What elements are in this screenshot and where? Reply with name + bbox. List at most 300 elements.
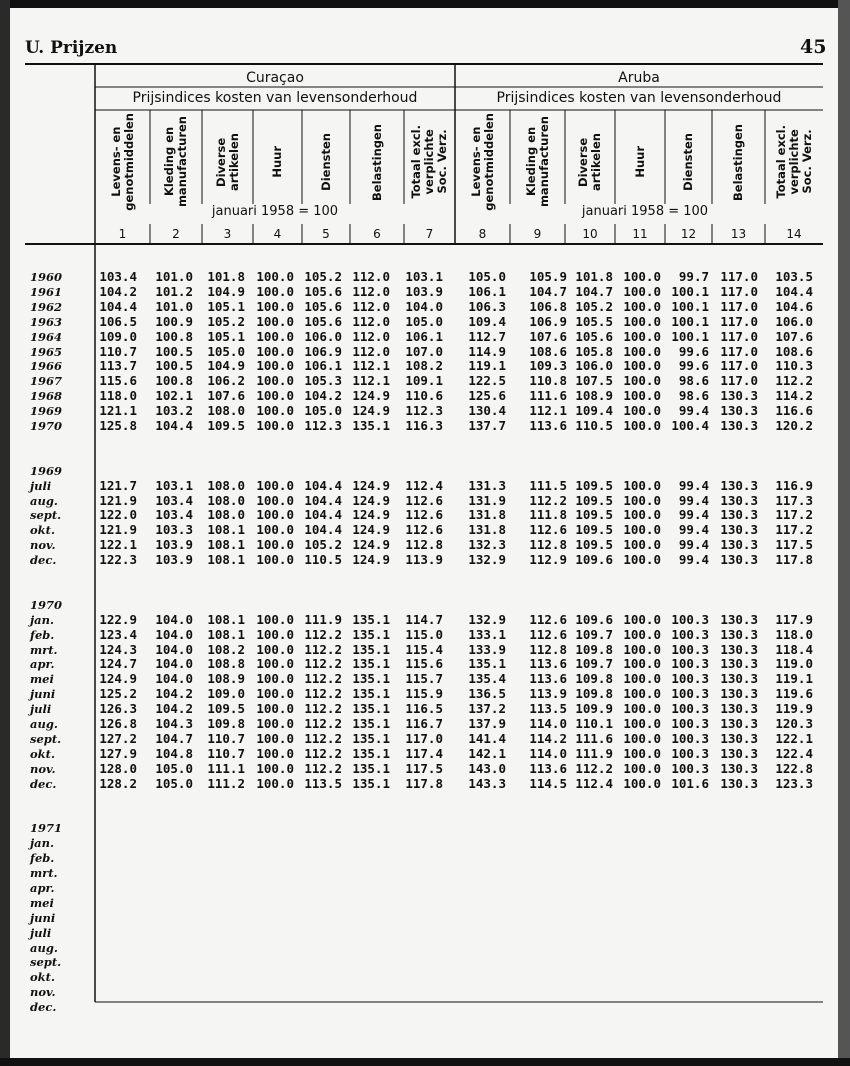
table-cell: 112.2 — [304, 641, 342, 657]
table-cell: 100.0 — [623, 775, 661, 791]
table-cell: 100.1 — [671, 313, 709, 329]
table-cell: 126.8 — [99, 716, 137, 731]
table-cell: 100.0 — [623, 716, 661, 731]
table-cell: 101.8 — [575, 269, 613, 284]
table-cell: 110.7 — [99, 343, 137, 359]
table-cell: 100.3 — [671, 716, 709, 731]
table-cell: 110.5 — [575, 418, 613, 433]
table-cell: 112.3 — [405, 403, 443, 419]
table-cell: 108.1 — [207, 611, 245, 627]
table-cell: 120.3 — [775, 716, 813, 731]
table-cell: 109.5 — [575, 492, 613, 508]
table-cell: 130.3 — [720, 730, 758, 746]
table-cell: 108.6 — [529, 343, 567, 359]
table-cell: 113.6 — [529, 418, 567, 433]
table-cell: 122.3 — [99, 552, 137, 568]
table-cell: 130.3 — [720, 701, 758, 717]
table-cell: 100.0 — [256, 269, 294, 284]
column-number: 11 — [632, 227, 648, 241]
table-cell: 124.9 — [352, 537, 390, 553]
table-cell: 100.3 — [671, 671, 709, 687]
table-cell: 104.0 — [155, 656, 193, 672]
table-cell: 107.5 — [575, 373, 613, 389]
table-cell: 119.0 — [775, 656, 813, 672]
table-cell: 112.8 — [405, 537, 443, 553]
table-cell: 104.4 — [304, 477, 342, 493]
table-cell: 104.0 — [155, 641, 193, 657]
table-cell: 100.0 — [623, 611, 661, 627]
table-cell: 105.6 — [304, 298, 342, 314]
table-cell: 109.9 — [575, 701, 613, 717]
table-cell: 105.2 — [207, 313, 245, 329]
table-cell: 112.0 — [352, 283, 390, 299]
table-cell: 132.9 — [468, 611, 506, 627]
table-cell: 112.0 — [352, 313, 390, 329]
table-cell: 108.1 — [207, 522, 245, 538]
table-cell: 135.1 — [352, 626, 390, 642]
row-label: jan. — [30, 612, 54, 627]
row-label: 1962 — [30, 299, 63, 314]
table-cell: 135.1 — [352, 775, 390, 791]
table-cell: 107.0 — [405, 343, 443, 359]
table-cell: 116.7 — [405, 716, 443, 731]
row-label: 1968 — [30, 389, 63, 404]
row-label: nov. — [30, 538, 56, 553]
table-cell: 100.0 — [623, 477, 661, 493]
page-number: 45 — [800, 36, 827, 58]
column-number: 10 — [582, 227, 598, 241]
table-cell: 100.0 — [256, 403, 294, 419]
row-label: juni — [30, 910, 56, 925]
table-cell: 103.9 — [155, 552, 193, 568]
table-cell: 109.0 — [207, 686, 245, 702]
column-number: 14 — [786, 227, 802, 241]
table-cell: 103.1 — [405, 269, 443, 284]
table-cell: 105.6 — [304, 313, 342, 329]
column-header — [712, 112, 765, 212]
table-cell: 109.8 — [575, 686, 613, 702]
table-cell: 100.4 — [671, 418, 709, 433]
table-cell: 103.1 — [155, 477, 193, 493]
table-cell: 132.9 — [468, 552, 506, 568]
table-cell: 122.9 — [99, 611, 137, 627]
table-cell: 114.2 — [775, 388, 813, 404]
table-cell: 100.0 — [623, 492, 661, 508]
table-cell: 135.1 — [352, 760, 390, 776]
table-cell: 112.0 — [352, 269, 390, 284]
table-cell: 102.1 — [155, 388, 193, 404]
table-cell: 100.5 — [155, 358, 193, 374]
table-cell: 135.4 — [468, 671, 506, 687]
table-cell: 112.1 — [529, 403, 567, 419]
column-number: 3 — [223, 227, 232, 241]
table-cell: 101.0 — [155, 269, 193, 284]
table-cell: 135.1 — [352, 701, 390, 717]
table-cell: 137.9 — [468, 716, 506, 731]
table-cell: 114.9 — [468, 343, 506, 359]
row-label: 1963 — [30, 314, 63, 329]
table-cell: 109.8 — [207, 716, 245, 731]
table-cell: 100.0 — [623, 626, 661, 642]
table-cell: 106.3 — [468, 298, 506, 314]
table-cell: 133.1 — [468, 626, 506, 642]
table-cell: 112.2 — [304, 701, 342, 717]
table-cell: 104.9 — [207, 358, 245, 374]
row-label: sept. — [30, 731, 62, 746]
table-cell: 141.4 — [468, 730, 506, 746]
table-cell: 137.7 — [468, 418, 506, 433]
row-label: okt. — [30, 970, 55, 985]
table-cell: 106.1 — [468, 283, 506, 299]
table-cell: 130.3 — [720, 537, 758, 553]
table-cell: 135.1 — [352, 641, 390, 657]
table-cell: 136.5 — [468, 686, 506, 702]
table-cell: 100.0 — [256, 641, 294, 657]
table-cell: 108.1 — [207, 537, 245, 553]
region-aruba: Aruba — [618, 70, 660, 86]
column-number: 13 — [730, 227, 747, 241]
column-number: 4 — [273, 227, 282, 241]
table-cell: 100.1 — [671, 298, 709, 314]
column-header-label: Huur — [632, 146, 647, 178]
table-cell: 109.4 — [575, 403, 613, 419]
table-cell: 111.1 — [207, 760, 245, 776]
table-cell: 100.0 — [623, 343, 661, 359]
table-cell: 117.0 — [720, 269, 758, 284]
table-cell: 104.0 — [155, 671, 193, 687]
table-cell: 123.3 — [775, 775, 813, 791]
table-cell: 100.0 — [256, 522, 294, 538]
table-cell: 108.0 — [207, 477, 245, 493]
table-cell: 100.0 — [623, 507, 661, 523]
table-cell: 100.0 — [256, 701, 294, 717]
table-cell: 122.8 — [775, 760, 813, 776]
table-cell: 112.6 — [405, 507, 443, 523]
column-header — [202, 112, 253, 212]
table-cell: 104.4 — [304, 492, 342, 508]
table-cell: 130.3 — [720, 611, 758, 627]
column-header — [565, 112, 615, 212]
table-cell: 120.2 — [775, 418, 813, 433]
table-cell: 109.5 — [575, 537, 613, 553]
table-cell: 112.9 — [529, 552, 567, 568]
column-header-label: Belastingen — [369, 123, 384, 201]
table-cell: 105.5 — [575, 313, 613, 329]
table-cell: 112.2 — [529, 492, 567, 508]
table-cell: 112.0 — [352, 298, 390, 314]
table-cell: 108.2 — [405, 358, 443, 374]
row-label: 1970 — [30, 419, 63, 433]
table-cell: 115.0 — [405, 626, 443, 642]
table-cell: 114.2 — [529, 730, 567, 746]
base-period-curacao: januari 1958 = 100 — [211, 204, 339, 219]
column-header — [615, 112, 665, 212]
table-cell: 124.9 — [352, 477, 390, 493]
table-cell: 104.2 — [155, 701, 193, 717]
table-cell: 99.4 — [678, 552, 709, 568]
table-cell: 117.0 — [720, 343, 758, 359]
table-cell: 103.4 — [155, 492, 193, 508]
table-cell: 100.5 — [155, 343, 193, 359]
table-cell: 103.2 — [155, 403, 193, 419]
table-cell: 130.3 — [720, 522, 758, 538]
table-cell: 108.0 — [207, 507, 245, 523]
column-number: 9 — [533, 227, 542, 241]
table-cell: 108.6 — [775, 343, 813, 359]
table-cell: 130.4 — [468, 403, 506, 419]
table-cell: 118.4 — [775, 641, 813, 657]
table-cell: 103.9 — [405, 283, 443, 299]
table-cell: 124.9 — [352, 522, 390, 538]
row-label: aug. — [30, 493, 58, 508]
table-cell: 100.0 — [256, 611, 294, 627]
table-cell: 111.2 — [207, 775, 245, 791]
table-cell: 104.0 — [405, 298, 443, 314]
table-cell: 116.9 — [775, 477, 813, 493]
table-cell: 100.0 — [256, 671, 294, 687]
table-cell: 109.5 — [575, 522, 613, 538]
table-cell: 99.4 — [678, 507, 709, 523]
table-cell: 112.4 — [405, 477, 443, 493]
table-cell: 108.2 — [207, 641, 245, 657]
table-cell: 108.8 — [207, 656, 245, 672]
table-cell: 111.8 — [529, 507, 567, 523]
table-cell: 126.3 — [99, 701, 137, 717]
table-cell: 106.0 — [775, 313, 813, 329]
table-cell: 106.8 — [529, 298, 567, 314]
table-cell: 104.2 — [99, 283, 137, 299]
table-cell: 100.0 — [256, 477, 294, 493]
table-cell: 104.8 — [155, 745, 193, 761]
table-cell: 112.1 — [352, 358, 390, 374]
row-label: sept. — [30, 955, 62, 970]
column-header — [665, 112, 712, 212]
table-cell: 100.0 — [623, 730, 661, 746]
table-cell: 105.0 — [155, 760, 193, 776]
column-header — [404, 112, 455, 212]
row-label: 1961 — [30, 284, 63, 299]
table-cell: 116.5 — [405, 701, 443, 717]
table-cell: 130.3 — [720, 775, 758, 791]
table-cell: 110.5 — [304, 552, 342, 568]
row-label: okt. — [30, 746, 55, 761]
table-cell: 104.7 — [529, 283, 567, 299]
table-cell: 115.6 — [405, 656, 443, 672]
table-cell: 113.5 — [304, 775, 342, 791]
table-cell: 104.4 — [155, 418, 193, 433]
column-header-label: Kleding en manufacturen — [162, 116, 189, 208]
table-cell: 124.9 — [352, 507, 390, 523]
table-cell: 104.4 — [304, 522, 342, 538]
table-cell: 100.0 — [623, 313, 661, 329]
table-cell: 117.5 — [775, 537, 813, 553]
table-cell: 100.0 — [623, 388, 661, 404]
column-number: 7 — [425, 227, 434, 241]
table-cell: 112.2 — [304, 671, 342, 687]
table-cell: 112.2 — [304, 686, 342, 702]
table-cell: 135.1 — [352, 418, 390, 433]
table-cell: 100.0 — [623, 760, 661, 776]
column-header — [510, 112, 565, 212]
table-cell: 99.4 — [678, 477, 709, 493]
table-cell: 121.9 — [99, 492, 137, 508]
table-cell: 105.2 — [304, 269, 342, 284]
table-cell: 100.0 — [623, 686, 661, 702]
table-cell: 109.8 — [575, 671, 613, 687]
row-label: 1965 — [30, 344, 63, 359]
table-cell: 104.7 — [155, 730, 193, 746]
table-cell: 106.9 — [529, 313, 567, 329]
table-cell: 100.3 — [671, 641, 709, 657]
table-cell: 111.9 — [575, 745, 613, 761]
table-cell: 99.4 — [678, 492, 709, 508]
year-group-label: 1969 — [30, 463, 63, 478]
table-cell: 130.3 — [720, 745, 758, 761]
table-cell: 112.2 — [775, 373, 813, 389]
table-cell: 100.0 — [256, 507, 294, 523]
table-cell: 105.2 — [575, 298, 613, 314]
table-cell: 109.8 — [575, 641, 613, 657]
table-cell: 117.0 — [720, 313, 758, 329]
table-cell: 105.2 — [304, 537, 342, 553]
table-cell: 100.0 — [256, 626, 294, 642]
table-cell: 100.1 — [671, 283, 709, 299]
table-cell: 115.6 — [99, 373, 137, 389]
table-cell: 110.7 — [207, 745, 245, 761]
table-cell: 125.2 — [99, 686, 137, 702]
table-cell: 112.6 — [405, 522, 443, 538]
column-header-label: Huur — [270, 146, 284, 178]
table-cell: 105.0 — [468, 269, 506, 284]
table-cell: 100.0 — [623, 328, 661, 344]
column-number: 12 — [680, 227, 697, 241]
table-cell: 112.1 — [352, 373, 390, 389]
table-cell: 104.0 — [155, 611, 193, 627]
table-cell: 106.0 — [575, 358, 613, 374]
table-cell: 109.3 — [529, 358, 567, 374]
table-cell: 130.3 — [720, 477, 758, 493]
table-cell: 99.4 — [678, 522, 709, 538]
table-cell: 137.2 — [468, 701, 506, 717]
table-cell: 109.7 — [575, 656, 613, 672]
table-cell: 114.5 — [529, 775, 567, 791]
table-cell: 110.1 — [575, 716, 613, 731]
table-cell: 117.2 — [775, 522, 813, 538]
table-cell: 112.8 — [529, 537, 567, 553]
table-cell: 105.9 — [529, 269, 567, 284]
table-cell: 99.4 — [678, 403, 709, 419]
table-cell: 100.3 — [671, 611, 709, 627]
table-cell: 100.0 — [256, 716, 294, 731]
row-label: okt. — [30, 523, 55, 538]
table-cell: 133.9 — [468, 641, 506, 657]
table-cell: 98.6 — [678, 388, 709, 404]
column-header-label: Belastingen — [731, 123, 745, 201]
table-cell: 100.0 — [256, 760, 294, 776]
table-cell: 100.0 — [256, 537, 294, 553]
table-cell: 100.0 — [623, 656, 661, 672]
table-cell: 104.3 — [155, 716, 193, 731]
table-cell: 100.0 — [256, 283, 294, 299]
table-cell: 117.4 — [405, 745, 443, 761]
table-cell: 112.2 — [304, 656, 342, 672]
row-label: 1964 — [30, 329, 63, 344]
table-cell: 131.9 — [468, 492, 506, 508]
table-cell: 127.9 — [99, 745, 137, 761]
row-label: 1966 — [30, 359, 63, 374]
column-header-label: Diverse artikelen — [213, 133, 241, 191]
table-cell: 100.0 — [256, 373, 294, 389]
table-cell: 113.6 — [529, 656, 567, 672]
table-cell: 100.0 — [623, 269, 661, 284]
table-cell: 100.8 — [155, 373, 193, 389]
table-cell: 108.0 — [207, 492, 245, 508]
table-cell: 115.7 — [405, 671, 443, 687]
column-header-label: Totaal excl. verplichte Soc. Verz. — [409, 125, 449, 199]
table-cell: 104.4 — [304, 507, 342, 523]
table-cell: 100.1 — [671, 328, 709, 344]
table-cell: 107.6 — [529, 328, 567, 344]
column-header — [350, 112, 404, 212]
row-label: nov. — [30, 985, 56, 1000]
base-period-aruba: januari 1958 = 100 — [581, 204, 709, 219]
table-cell: 105.0 — [405, 313, 443, 329]
table-cell: 106.5 — [99, 313, 137, 329]
row-label: sept. — [30, 508, 62, 523]
table-cell: 111.6 — [529, 388, 567, 404]
table-cell: 103.4 — [99, 269, 137, 284]
table-cell: 100.0 — [623, 552, 661, 568]
table-cell: 103.5 — [775, 269, 813, 284]
table-cell: 130.3 — [720, 760, 758, 776]
table-cell: 100.8 — [155, 328, 193, 344]
table-cell: 109.5 — [207, 418, 245, 433]
row-label: dec. — [30, 553, 57, 568]
table-cell: 103.9 — [155, 537, 193, 553]
table-cell: 100.0 — [623, 283, 661, 299]
table-cell: 106.1 — [405, 328, 443, 344]
table-cell: 124.3 — [99, 641, 137, 657]
table-cell: 117.8 — [405, 775, 443, 791]
column-header-label: Diensten — [318, 133, 333, 191]
table-cell: 131.3 — [468, 477, 506, 493]
table-cell: 109.6 — [575, 552, 613, 568]
table-cell: 100.0 — [256, 328, 294, 344]
table-cell: 114.0 — [529, 716, 567, 731]
row-label: feb. — [30, 627, 55, 642]
table-cell: 104.4 — [99, 298, 137, 314]
table-cell: 112.3 — [304, 418, 342, 433]
column-header-label: Totaal excl. verplichte Soc. Verz. — [773, 125, 814, 199]
table-cell: 113.9 — [529, 686, 567, 702]
column-header — [253, 112, 302, 212]
table-cell: 100.0 — [256, 298, 294, 314]
table-cell: 109.4 — [468, 313, 506, 329]
table-cell: 110.3 — [775, 358, 813, 374]
table-cell: 112.0 — [352, 343, 390, 359]
table-cell: 108.0 — [207, 403, 245, 419]
table-cell: 119.1 — [468, 358, 506, 374]
table-cell: 130.3 — [720, 507, 758, 523]
table-cell: 99.6 — [678, 343, 709, 359]
table-cell: 121.1 — [99, 403, 137, 419]
table-cell: 113.6 — [529, 760, 567, 776]
table-cell: 122.4 — [775, 745, 813, 761]
table-cell: 99.7 — [678, 269, 709, 284]
table-cell: 123.4 — [99, 626, 137, 642]
table-cell: 104.9 — [207, 283, 245, 299]
table-cell: 100.3 — [671, 760, 709, 776]
